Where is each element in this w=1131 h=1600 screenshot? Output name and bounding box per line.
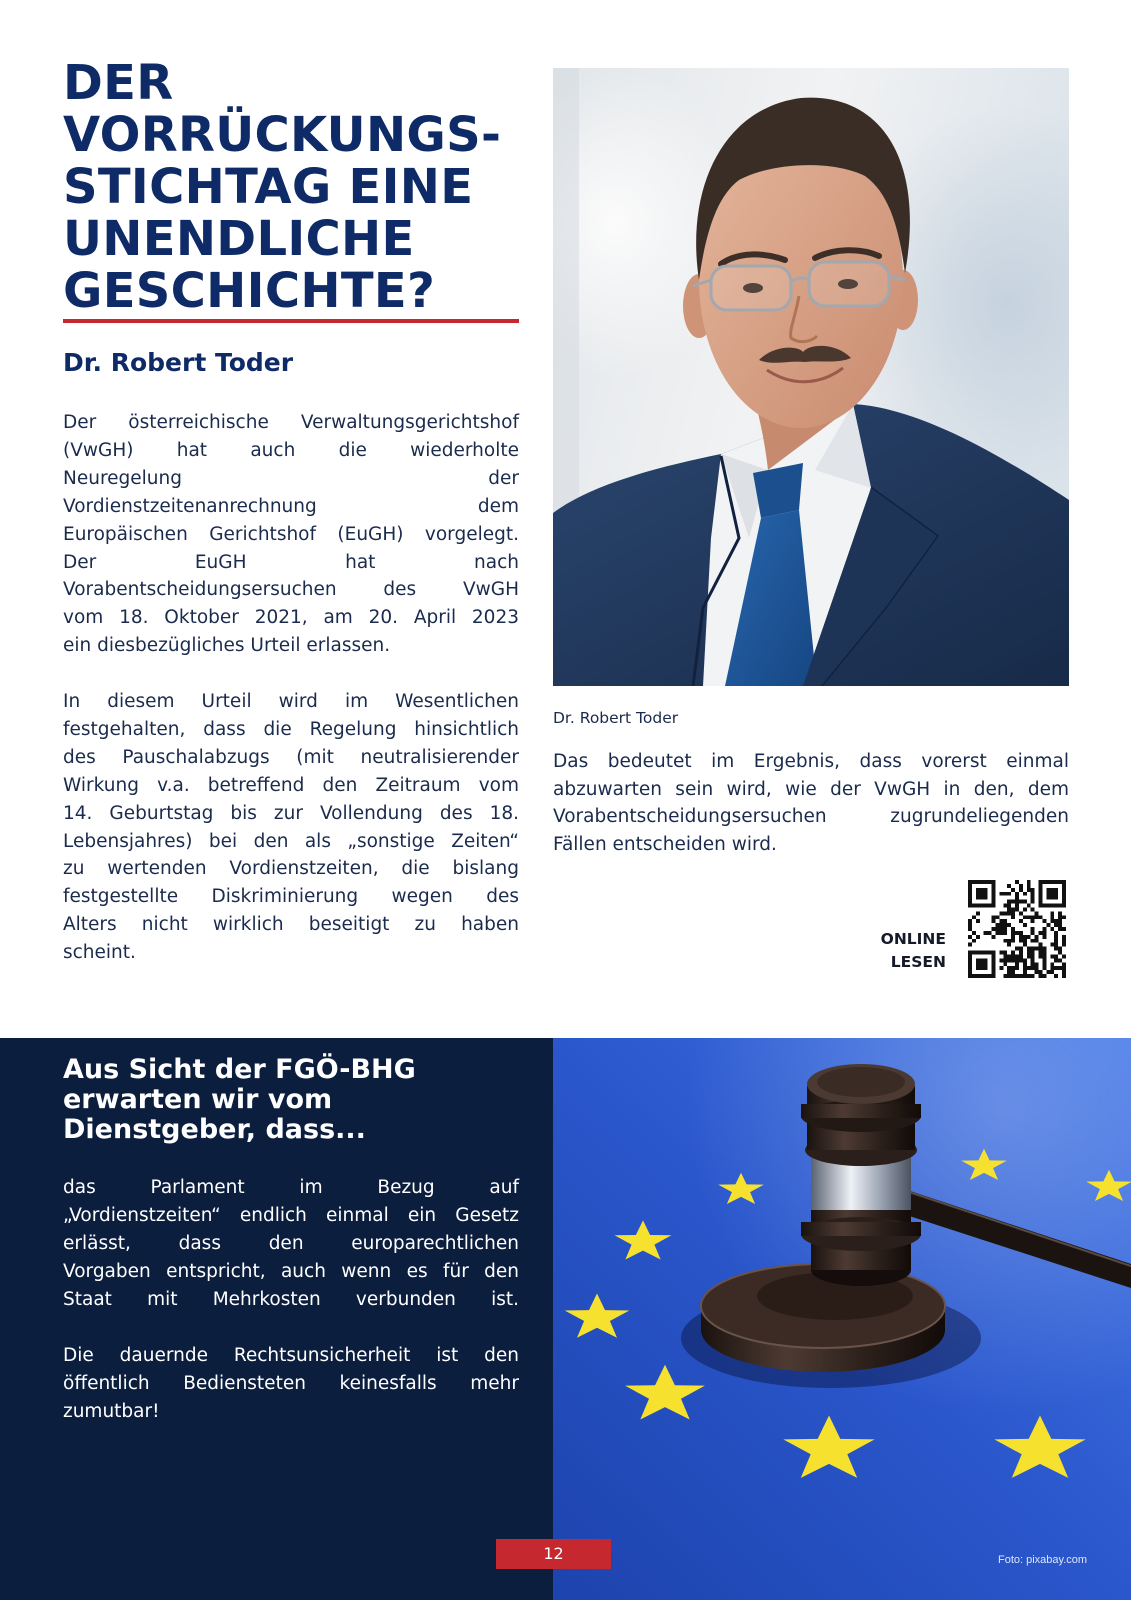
callout-heading-line: erwarten wir vom <box>63 1084 333 1115</box>
photo-credit: Foto: pixabay.com <box>998 1554 1088 1566</box>
title-underline <box>63 319 519 323</box>
photo-caption: Dr. Robert Toder <box>553 709 679 727</box>
text-line: öffentlich Bediensteten keinesfalls mehr <box>63 1373 519 1394</box>
text-line: zu wertenden Vordienstzeiten, die bislang <box>63 858 519 880</box>
text-line: Wirkung v.a. betreffend den Zeitraum vom <box>63 774 519 796</box>
text-line: abzuwarten sein wird, wie der VwGH in den, dem <box>553 778 1069 800</box>
text-line: Neuregelung der <box>63 467 519 489</box>
callout-paragraph <box>63 1174 519 1314</box>
text-line: Staat mit Mehrkosten verbunden ist. <box>63 1289 519 1310</box>
title-line: UNENDLICHE <box>63 211 415 267</box>
text-line: Europäischen Gerichtshof (EuGH) vorgelegt. <box>63 523 519 545</box>
side-paragraph <box>553 748 1069 859</box>
callout-heading-line: Aus Sicht der FGÖ-BHG <box>63 1054 416 1085</box>
author-name: Dr. Robert Toder <box>63 348 294 377</box>
callout-heading-line: Dienstgeber, dass... <box>63 1114 366 1145</box>
text-line: festgestellte Diskriminierung wegen des <box>63 886 519 908</box>
online-lesen-label <box>881 928 946 974</box>
qr-code <box>968 880 1066 978</box>
text-line: zumutbar! <box>63 1401 160 1422</box>
text-line: vom 18. Oktober 2021, am 20. April 2023 <box>63 607 519 629</box>
side-body <box>553 748 1069 859</box>
gavel-eu-flag-photo <box>553 1038 1131 1600</box>
text-line: des Pauschalabzugs (mit neutralisierender <box>63 746 519 768</box>
callout-heading <box>63 1055 533 1145</box>
online-label-line: LESEN <box>890 953 946 971</box>
text-line: (VwGH) hat auch die wiederholte <box>63 439 519 461</box>
text-line: ein diesbezügliches Urteil erlassen. <box>63 635 391 657</box>
callout-body <box>63 1174 519 1426</box>
text-line: Lebensjahres) bei den als „sonstige Zeiten“ <box>63 830 519 852</box>
article-paragraph <box>63 409 519 660</box>
text-line: Alters nicht wirklich beseitigt zu haben <box>63 914 519 936</box>
title-line: STICHTAG EINE <box>63 159 474 215</box>
article-paragraph <box>63 688 519 967</box>
page-number: 12 <box>496 1539 611 1569</box>
text-line: Vordienstzeitenanrechnung dem <box>63 495 519 517</box>
title-line: GESCHICHTE? <box>63 263 436 319</box>
text-line: In diesem Urteil wird im Wesentlichen <box>63 691 519 713</box>
callout-paragraph <box>63 1342 519 1426</box>
article-title <box>63 57 523 317</box>
text-line: scheint. <box>63 942 136 964</box>
text-line: Die dauernde Rechtsunsicherheit ist den <box>63 1345 519 1366</box>
text-line: Der EuGH hat nach <box>63 551 519 573</box>
text-line: Vorgaben entspricht, auch wenn es für den <box>63 1261 519 1282</box>
text-line: festgehalten, dass die Regelung hinsichtlich <box>63 718 519 740</box>
text-line: erlässt, dass den europarechtlichen <box>63 1233 519 1254</box>
author-portrait-photo <box>553 68 1069 686</box>
title-line: VORRÜCKUNGS- <box>63 107 502 163</box>
text-line: Vorabentscheidungsersuchen zugrundeliegenden <box>553 806 1069 828</box>
text-line: das Parlament im Bezug auf <box>63 1177 519 1198</box>
text-line: „Vordienstzeiten“ endlich einmal ein Gesetz <box>63 1205 519 1226</box>
text-line: Der österreichische Verwaltungsgerichtshof <box>63 412 519 433</box>
online-label-line: ONLINE <box>880 930 946 948</box>
text-line: Fällen entscheiden wird. <box>553 834 777 856</box>
text-line: Das bedeutet im Ergebnis, dass vorerst einmal <box>553 751 1069 772</box>
title-line: DER <box>63 55 174 111</box>
text-line: 14. Geburtstag bis zur Vollendung des 18. <box>63 802 519 824</box>
article-body <box>63 409 519 967</box>
text-line: Vorabentscheidungsersuchen des VwGH <box>63 579 519 601</box>
